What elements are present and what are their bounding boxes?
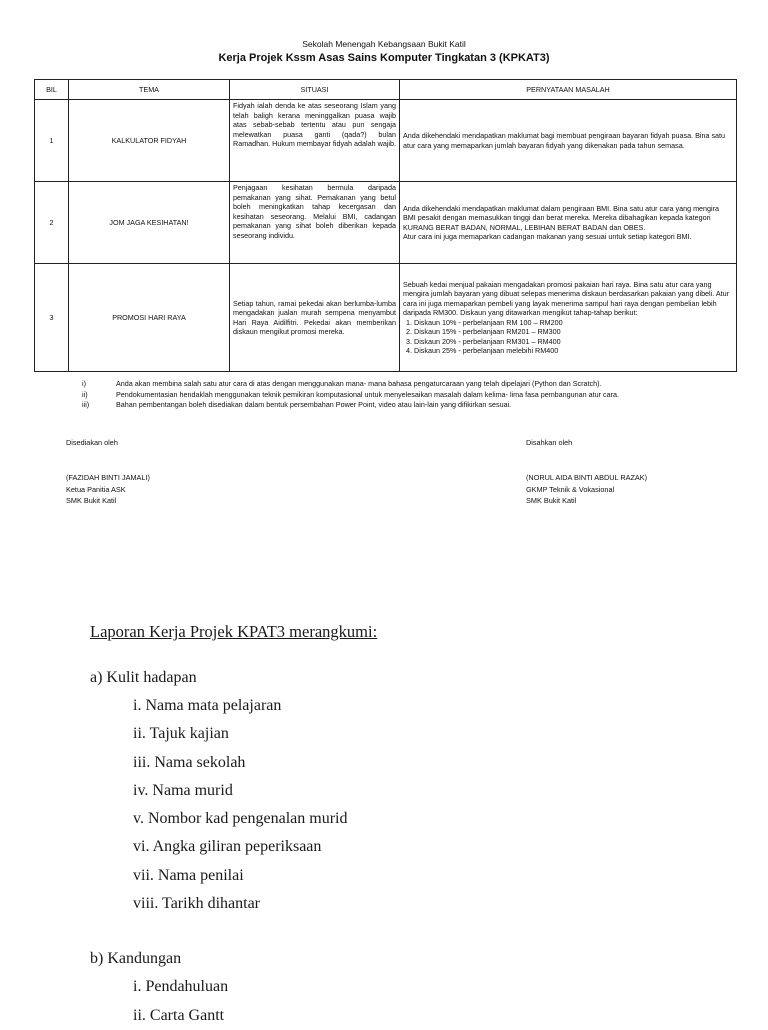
prepared-by-name: (FAZIDAH BINTI JAMALI): [66, 473, 150, 482]
row-situasi: Setiap tahun, ramai pekedai akan berlumba-lumba mengadakan jualan murah sempena menyambut Hari Raya Aidilfitri. Pekedai akan memberikan diskaun mengikut promosi mereka.: [230, 264, 400, 372]
row-situasi: Fidyah ialah denda ke atas seseorang Islam yang telah baligh kerana meninggalkan puasa wajib atas sebab-sebab tertentu atau pun sengaja melewatkan puasa ganti (qada?) bulan Ramadhan. Hukum membayar fidyah adalah wajib.: [230, 100, 400, 182]
header-pernyataan: PERNYATAAN MASALAH: [400, 80, 737, 100]
notes-list: [82, 379, 742, 411]
section-gap: [90, 918, 377, 945]
row-bil: 2: [35, 182, 69, 264]
header-bil: BIL: [35, 80, 69, 100]
pernyataan-text: Anda dikehendaki mendapatkan maklumat dalam pengiraan BMI. Bina satu atur cara yang mengira BMI pesakit dengan memasukkan tinggi dan berat mereka. Mereka dibahagikan kepada kategori KURANG BERAT BADAN, NORMAL, LEBIHAN BERAT BADAN dan OBES.: [403, 203, 720, 232]
header-situasi: SITUASI: [230, 80, 400, 100]
approved-by-school: SMK Bukit Katil: [526, 496, 577, 506]
note-number: iii): [82, 400, 90, 410]
note-text: Anda akan membina salah satu atur cara di atas dengan menggunakan mana- mana bahasa pengaturcaraan yang telah dipelajari (Python dan Scratch).: [116, 379, 602, 388]
row-bil: 3: [35, 264, 69, 372]
row-tema: KALKULATOR FIDYAH: [69, 100, 230, 182]
list-item: 4. Diskaun 25% - perbelanjaan melebihi RM400: [414, 346, 733, 356]
list-item: i. Nama mata pelajaran: [133, 697, 282, 714]
table-row: [35, 100, 737, 182]
note-number: ii): [82, 389, 88, 399]
approved-by-block: [526, 472, 647, 507]
note-text: Bahan pembentangan boleh disediakan dalam bentuk persembahan Power Point, video atau lain-lain yang difikirkan sesuai.: [116, 400, 512, 410]
row-pernyataan: Anda dikehendaki mendapatkan maklumat bagi membuat pengiraan bayaran fidyah puasa. Bina satu atur cara yang memaparkan jumlah bayaran fidyah yang dikenakan pada tahun semasa.: [400, 100, 737, 182]
pernyataan-text: Sebuah kedai menjual pakaian mengadakan promosi pakaian hari raya. Bina satu atur cara yang mengira jumlah bayaran yang dibuat selepas menerima diskaun berdasarkan pakaian yang dibeli. Atur cara ini juga memaparkan pembeli yang layak menerima sampul hari raya dengan pembelian lebih daripada RM300. Diskaun yang ditawarkan mengikut tahap-tahap berikut:: [403, 279, 730, 317]
list-item: iii. Nama sekolah: [133, 753, 246, 771]
approved-by-role: GKMP Teknik & Vokasional: [526, 484, 615, 494]
row-tema: JOM JAGA KESIHATAN!: [69, 182, 230, 264]
report-heading: Laporan Kerja Projek KPAT3 merangkumi:: [90, 622, 378, 641]
project-table: [34, 79, 737, 372]
row-bil: 1: [35, 100, 69, 182]
prepared-by-label: Disediakan oleh: [66, 438, 118, 447]
section-a-title: a) Kulit hadapan: [90, 669, 197, 686]
report-contents: [90, 622, 377, 1030]
list-item: vii. Nama penilai: [133, 866, 244, 884]
section-b-title: b) Kandungan: [90, 950, 182, 968]
list-item: 2. Diskaun 15% - perbelanjaan RM201 – RM300: [414, 327, 733, 337]
prepared-by-school: SMK Bukit Katil: [66, 496, 117, 506]
table-header-row: [35, 80, 737, 100]
approved-by-name: (NORUL AIDA BINTI ABDUL RAZAK): [526, 473, 648, 482]
row-pernyataan: [400, 182, 737, 264]
note-number: i): [82, 379, 86, 388]
note-item: [82, 400, 742, 410]
note-item: [82, 390, 742, 400]
list-item: 1. Diskaun 10% - perbelanjaan RM 100 – RM200: [414, 318, 733, 328]
list-item: ii. Tajuk kajian: [133, 725, 229, 743]
table-row: [35, 264, 737, 372]
document-title: Kerja Projek Kssm Asas Sains Komputer Tingkatan 3 (KPKAT3): [218, 52, 550, 64]
list-item: i. Pendahuluan: [133, 978, 229, 996]
school-name: Sekolah Menengah Kebangsaan Bukit Katil: [302, 39, 466, 49]
discount-list: [403, 318, 733, 356]
table-row: [35, 182, 737, 264]
approved-by-label: Disahkan oleh: [526, 438, 573, 447]
row-pernyataan: [400, 264, 737, 372]
header-tema: TEMA: [69, 80, 230, 100]
note-item: [82, 379, 742, 389]
list-item: ii. Carta Gantt: [133, 1006, 225, 1024]
list-item: v. Nombor kad pengenalan murid: [133, 810, 348, 828]
row-tema: PROMOSI HARI RAYA: [69, 264, 230, 372]
list-item: iv. Nama murid: [133, 781, 233, 799]
row-situasi: Penjagaan kesihatan bermula daripada pemakanan yang sihat. Pemakanan yang betul boleh meningkatkan tahap kecergasan dan kesihatan seseorang. Melalui BMI, cadangan pemakanan yang sihat boleh diberikan kepada seseorang individu.: [230, 182, 400, 264]
note-text: Pendokumentasian hendaklah menggunakan teknik pemikiran komputasional untuk menyelesaikan masalah dalam kelima- lima fasa pembangunan atur cara.: [116, 389, 620, 399]
pernyataan-text-2: Atur cara ini juga memaparkan cadangan makanan yang sesuai untuk setiap kategori BMI.: [403, 232, 692, 241]
list-item: vi. Angka giliran peperiksaan: [133, 838, 322, 856]
list-item: 3. Diskaun 20% - perbelanjaan RM301 – RM400: [414, 337, 733, 347]
prepared-by-block: [66, 472, 150, 507]
list-item: viii. Tarikh dihantar: [133, 895, 260, 913]
prepared-by-role: Ketua Panitia ASK: [66, 484, 126, 494]
